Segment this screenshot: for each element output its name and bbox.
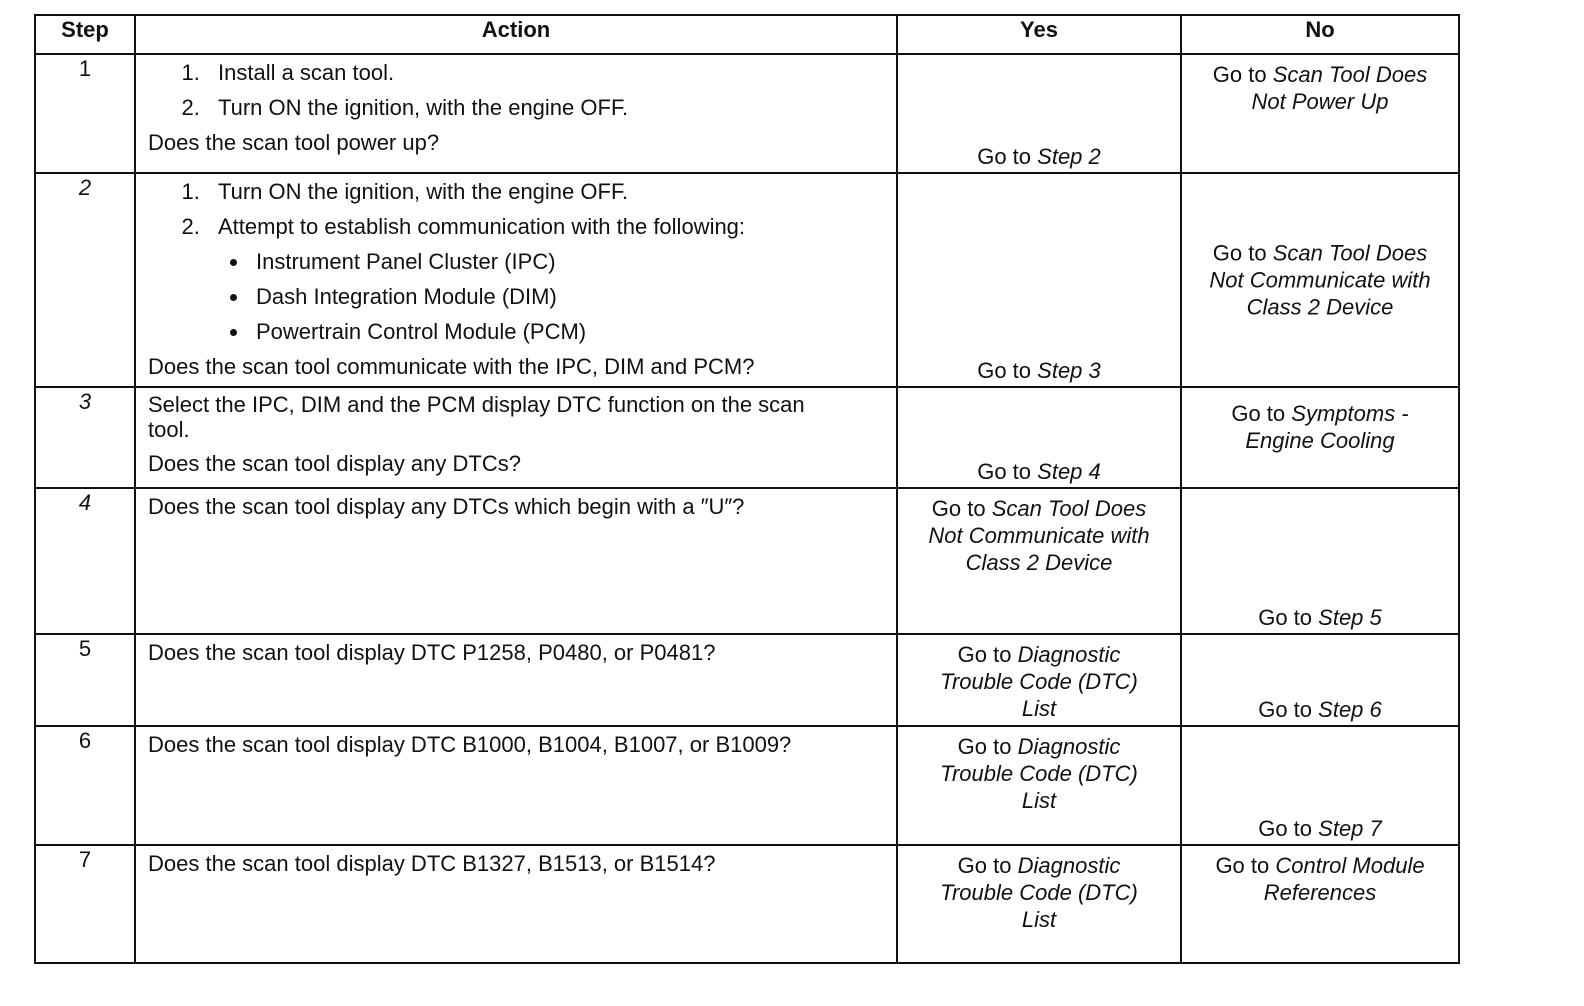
action-cell (135, 387, 897, 488)
header-action: Action (135, 15, 897, 54)
yes-link[interactable]: Go to Step 4 (977, 459, 1101, 484)
no-cell (1181, 387, 1459, 488)
action-question: Does the scan tool display any DTCs? (148, 451, 521, 476)
no-link[interactable]: Go to Control Module References (1215, 853, 1425, 905)
header-row (35, 15, 1459, 54)
no-cell (1181, 845, 1459, 963)
module-list (218, 248, 886, 345)
action-question: Does the scan tool display DTC P1258, P0480, or P0481? (148, 640, 716, 665)
step-number: 5 (35, 634, 135, 726)
module-item: • Dash Integration Module (DIM) (250, 283, 886, 310)
no-link[interactable]: Go to Step 7 (1258, 816, 1382, 841)
yes-link[interactable]: Go to Diagnostic Trouble Code (DTC) List (940, 734, 1138, 813)
table-row (35, 173, 1459, 387)
action-step: 2. Attempt to establish communication with the following: • Instrument Panel Cluster (IPC) • Dash Integration Module (DIM) • Powertrain Control Module (PCM) (206, 213, 886, 345)
action-steps (148, 59, 886, 121)
action-text: Select the IPC, DIM and the PCM display DTC function on the scan tool. (148, 392, 805, 442)
header-step: Step (35, 15, 135, 54)
step-number: 1 (35, 54, 135, 173)
action-step: 2. Turn ON the ignition, with the engine OFF. (206, 94, 886, 121)
no-link[interactable]: Go to Step 5 (1258, 605, 1382, 630)
yes-cell (897, 54, 1181, 173)
action-step: 1. Turn ON the ignition, with the engine OFF. (206, 178, 886, 205)
yes-link[interactable]: Go to Step 2 (977, 144, 1101, 169)
step-number: 2 (35, 173, 135, 387)
table-row (35, 726, 1459, 845)
no-link[interactable]: Go to Scan Tool Does Not Communicate with Class 2 Device (1209, 240, 1431, 320)
action-cell (135, 634, 897, 726)
action-steps (148, 178, 886, 345)
yes-cell (897, 488, 1181, 634)
yes-link[interactable]: Go to Step 3 (977, 358, 1101, 383)
module-item: • Powertrain Control Module (PCM) (250, 318, 886, 345)
table-row (35, 488, 1459, 634)
action-cell (135, 173, 897, 387)
action-cell (135, 488, 897, 634)
no-link[interactable]: Go to Step 6 (1258, 697, 1382, 722)
header-yes: Yes (897, 15, 1181, 54)
step-number: 6 (35, 726, 135, 845)
no-link[interactable]: Go to Symptoms - Engine Cooling (1231, 401, 1409, 453)
action-question: Does the scan tool display any DTCs which begin with a ″U″? (148, 494, 745, 519)
action-cell (135, 54, 897, 173)
diagnostic-table (34, 14, 1460, 964)
module-item: • Instrument Panel Cluster (IPC) (250, 248, 886, 275)
yes-cell (897, 634, 1181, 726)
table-row (35, 387, 1459, 488)
yes-cell (897, 726, 1181, 845)
table-row (35, 634, 1459, 726)
yes-link[interactable]: Go to Diagnostic Trouble Code (DTC) List (940, 853, 1138, 932)
yes-cell (897, 173, 1181, 387)
yes-link[interactable]: Go to Scan Tool Does Not Communicate with Class 2 Device (928, 496, 1150, 575)
no-cell (1181, 173, 1459, 387)
no-cell (1181, 488, 1459, 634)
no-cell (1181, 726, 1459, 845)
step-number: 4 (35, 488, 135, 634)
action-question: Does the scan tool power up? (148, 130, 440, 155)
table-row (35, 845, 1459, 963)
no-link[interactable]: Go to Scan Tool Does Not Power Up (1212, 62, 1428, 114)
action-question: Does the scan tool communicate with the IPC, DIM and PCM? (148, 354, 755, 379)
no-cell (1181, 634, 1459, 726)
step-number: 7 (35, 845, 135, 963)
action-question: Does the scan tool display DTC B1327, B1513, or B1514? (148, 851, 716, 876)
action-step: 1. Install a scan tool. (206, 59, 886, 86)
yes-cell (897, 387, 1181, 488)
yes-cell (897, 845, 1181, 963)
header-no: No (1181, 15, 1459, 54)
no-cell (1181, 54, 1459, 173)
action-cell (135, 845, 897, 963)
yes-link[interactable]: Go to Diagnostic Trouble Code (DTC) List (940, 642, 1138, 721)
step-number: 3 (35, 387, 135, 488)
table-row (35, 54, 1459, 173)
action-cell (135, 726, 897, 845)
action-question: Does the scan tool display DTC B1000, B1004, B1007, or B1009? (148, 732, 792, 757)
